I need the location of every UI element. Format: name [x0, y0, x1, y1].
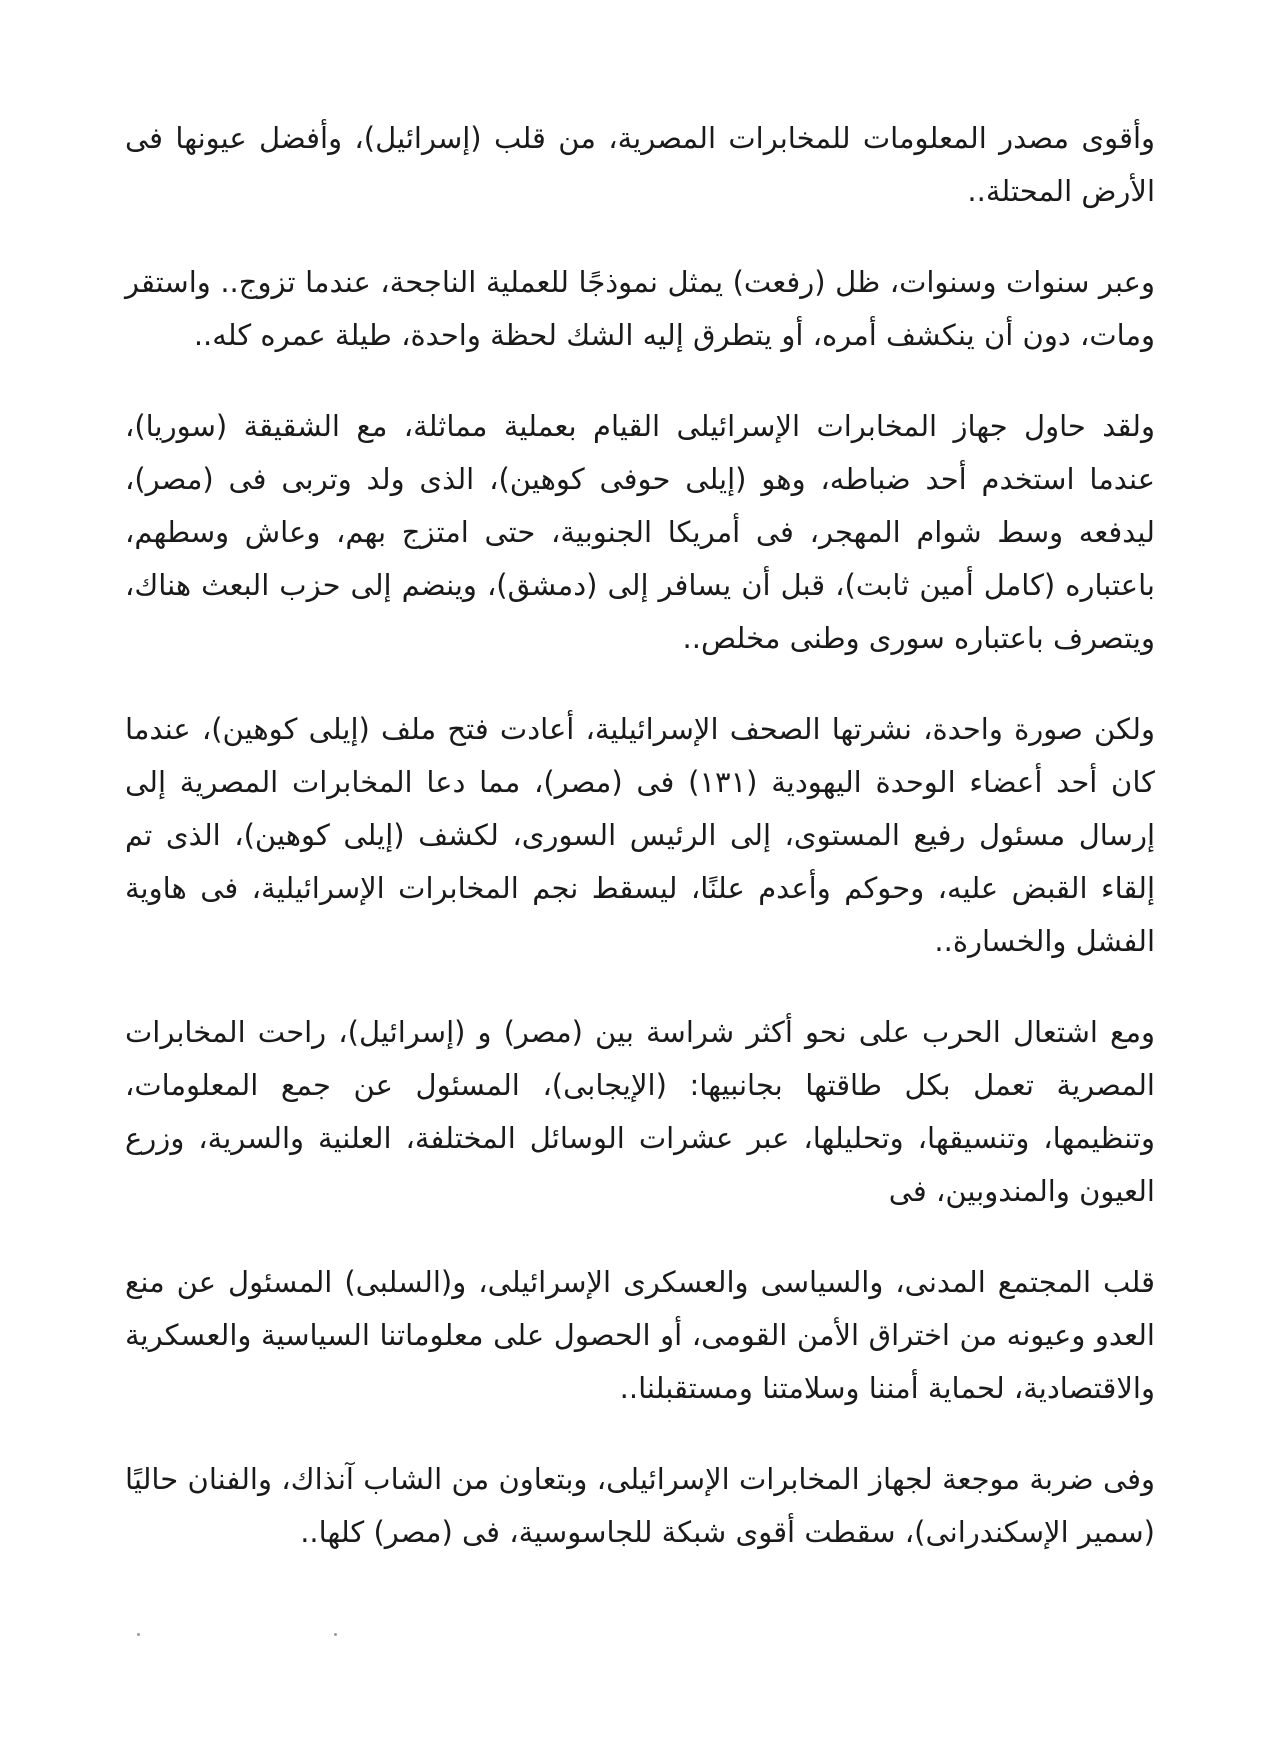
paragraph: قلب المجتمع المدنى، والسياسى والعسكرى الإسرائيلى، و(السلبى) المسئول عن منع العدو وعيونه من اختراق الأمن القومى، أو الحصول على معلوماتنا السياسية والعسكرية والاقتصادية، لحماية أمننا وسلامتنا ومستقبلنا..: [125, 1265, 1155, 1405]
scan-speckles: [0, 1633, 1280, 1637]
paragraph: وأقوى مصدر المعلومات للمخابرات المصرية، من قلب (إسرائيل)، وأفضل عيونها فى الأرض المحتلة..: [125, 121, 1155, 208]
paragraph: ومع اشتعال الحرب على نحو أكثر شراسة بين (مصر) و (إسرائيل)، راحت المخابرات المصرية تعمل بكل طاقتها بجانبيها: (الإيجابى)، المسئول عن جمع المعلومات، وتنظيمها، وتنسيقها، وتحليلها، عبر عشرات الوسائل المختلفة، العلنية والسرية، وزرع العيون والمندوبين، فى: [125, 1015, 1155, 1208]
scan-speck: [334, 1633, 337, 1636]
paragraph: ولكن صورة واحدة، نشرتها الصحف الإسرائيلية، أعادت فتح ملف (إيلى كوهين)، عندما كان أحد أعضاء الوحدة اليهودية (١٣١) فى (مصر)، مما دعا المخابرات المصرية إلى إرسال مسئول رفيع المستوى، إلى الرئيس السورى، لكشف (إيلى كوهين)، الذى تم إلقاء القبض عليه، وحوكم وأعدم علنًا، ليسقط نجم المخابرات الإسرائيلية، فى هاوية الفشل والخسارة..: [125, 712, 1155, 958]
paragraph: وعبر سنوات وسنوات، ظل (رفعت) يمثل نموذجًا للعملية الناجحة، عندما تزوج.. واستقر ومات، دون أن ينكشف أمره، أو يتطرق إليه الشك لحظة واحدة، طيلة عمره كله..: [125, 265, 1155, 352]
book-page-text: [125, 112, 1155, 1597]
scan-speck: [137, 1633, 140, 1636]
paragraph: ولقد حاول جهاز المخابرات الإسرائيلى القيام بعملية مماثلة، مع الشقيقة (سوريا)، عندما استخدم أحد ضباطه، وهو (إيلى حوفى كوهين)، الذى ولد وتربى فى (مصر)، ليدفعه وسط شوام المهجر، فى أمريكا الجنوبية، حتى امتزج بهم، وعاش وسطهم، باعتباره (كامل أمين ثابت)، قبل أن يسافر إلى (دمشق)، وينضم إلى حزب البعث هناك، ويتصرف باعتباره سورى وطنى مخلص..: [125, 409, 1155, 655]
paragraph: وفى ضربة موجعة لجهاز المخابرات الإسرائيلى، وبتعاون من الشاب آنذاك، والفنان حاليًا (سمير الإسكندرانى)، سقطت أقوى شبكة للجاسوسية، فى (مصر) كلها..: [125, 1462, 1155, 1549]
